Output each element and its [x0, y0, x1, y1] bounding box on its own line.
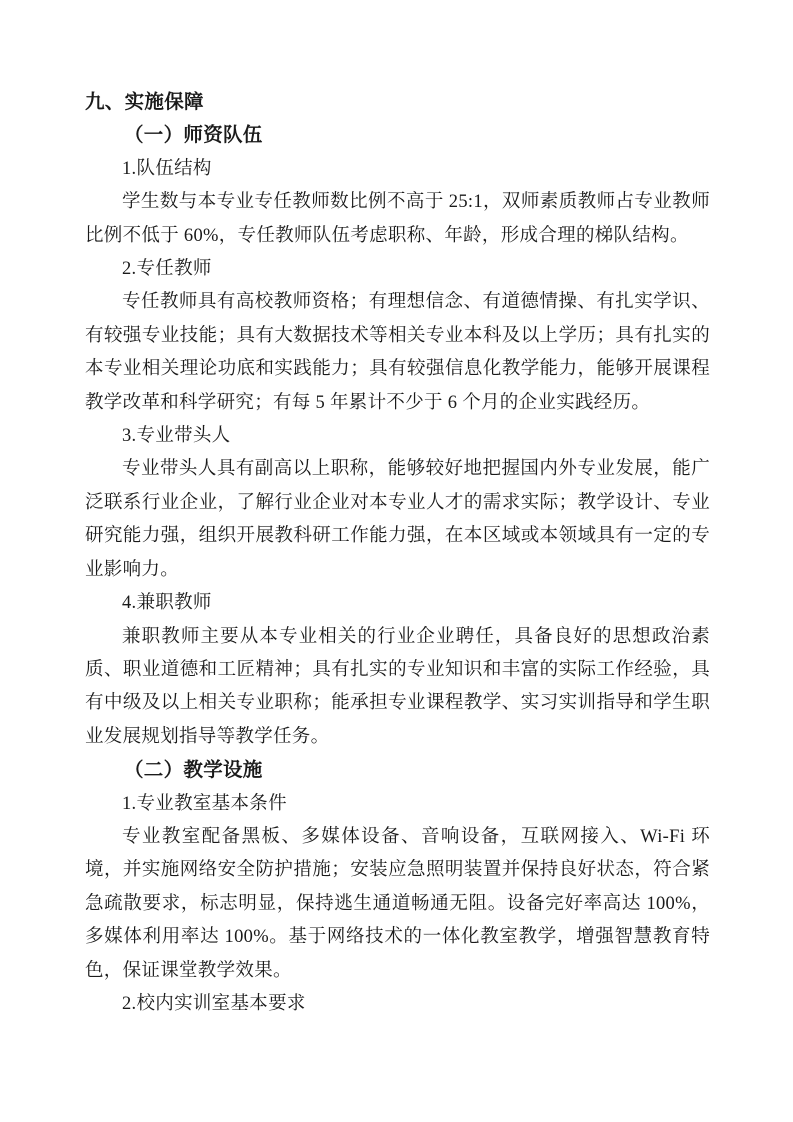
- paragraph-classroom-conditions: 专业教室配备黑板、多媒体设备、音响设备，互联网接入、Wi-Fi 环境，并实施网络安全防护措施；安装应急照明装置并保持良好状态，符合紧急疏散要求，标志明显，保持逃生通道畅通无阻。设备完好率高达 100%，多媒体利用率达 100%。基于网络技术的一体化教室教学，增强智慧教育特色，保证课堂教学效果。: [85, 826, 710, 981]
- document-content: [85, 86, 710, 1021]
- item-heading-classroom-conditions: 1.专业教室基本条件: [122, 793, 287, 814]
- paragraph-program-leader: 专业带头人具有副高以上职称，能够较好地把握国内外专业发展，能广泛联系行业企业，了解行业企业对本专业人才的需求实际；教学设计、专业研究能力强，组织开展教科研工作能力强，在本区域或本领域具有一定的专业影响力。: [85, 459, 710, 580]
- paragraph-team-structure: 学生数与本专业专任教师数比例不高于 25:1，双师素质教师占专业教师比例不低于 60%，专任教师队伍考虑职称、年龄，形成合理的梯队结构。: [85, 192, 710, 246]
- paragraph-parttime-teachers: 兼职教师主要从本专业相关的行业企业聘任，具备良好的思想政治素质、职业道德和工匠精神；具有扎实的专业知识和丰富的实际工作经验，具有中级及以上相关专业职称；能承担专业课程教学、实习实训指导和学生职业发展规划指导等教学任务。: [85, 626, 710, 747]
- item-heading-program-leader: 3.专业带头人: [122, 426, 231, 447]
- item-heading-training-room-requirements: 2.校内实训室基本要求: [122, 993, 306, 1014]
- subsection-heading-teaching-facilities: （二）教学设施: [124, 760, 263, 782]
- item-heading-fulltime-teachers: 2.专任教师: [122, 259, 212, 280]
- paragraph-fulltime-teachers: 专任教师具有高校教师资格；有理想信念、有道德情操、有扎实学识、有较强专业技能；具有大数据技术等相关专业本科及以上学历；具有扎实的本专业相关理论功底和实践能力；具有较强信息化教学能力，能够开展课程教学改革和科学研究；有每 5 年累计不少于 6 个月的企业实践经历。: [85, 292, 710, 413]
- item-heading-parttime-teachers: 4.兼职教师: [122, 593, 212, 614]
- item-heading-team-structure: 1.队伍结构: [122, 158, 212, 179]
- section-heading-implementation-guarantee: 九、实施保障: [85, 92, 204, 113]
- subsection-heading-teaching-staff: （一）师资队伍: [124, 125, 263, 147]
